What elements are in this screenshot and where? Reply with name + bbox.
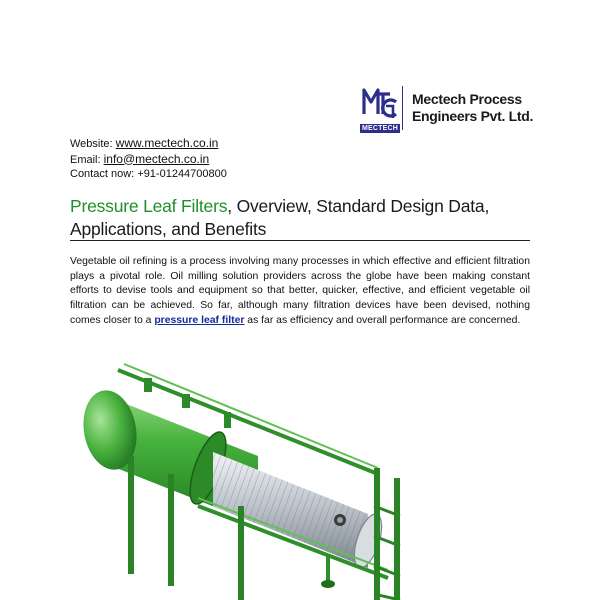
- contact-info: [70, 136, 227, 182]
- paragraph-text-before-link: Vegetable oil refining is a process involving many processes in which effective and efficient filtration plays a pivotal role. Oil milling solution providers across the globe have been making constant efforts to devise tools and equipment so that better, quicker, effective, and efficient vegetable oil filtration can be achieved. So far, although many filtration devices have been devised, nothing comes closer to a: [70, 256, 530, 326]
- title-underline: [70, 240, 530, 241]
- website-label: Website:: [70, 138, 113, 150]
- paragraph-text-after-link: as far as efficiency and overall performance are concerned.: [244, 314, 521, 326]
- pressure-leaf-filter-link[interactable]: pressure leaf filter: [154, 314, 245, 326]
- phone-label: Contact now:: [70, 168, 135, 180]
- company-name-line2: Engineers Pvt. Ltd.: [412, 108, 534, 124]
- phone-number: +91-01244700800: [137, 168, 227, 180]
- intro-paragraph: [70, 255, 530, 329]
- company-logo: [360, 84, 560, 134]
- company-name-line1: Mectech Process: [412, 91, 522, 107]
- company-name: [412, 91, 562, 125]
- phone-row: [70, 167, 227, 182]
- email-label: Email:: [70, 153, 101, 166]
- logo-divider: [402, 86, 403, 130]
- title-rest: , Overview, Standard Design Data, Applications, and Benefits: [70, 196, 490, 239]
- website-row: [70, 136, 227, 152]
- page-title: [70, 195, 530, 241]
- title-highlight: Pressure Leaf Filters: [70, 196, 228, 216]
- website-link[interactable]: www.mectech.co.in: [115, 136, 219, 150]
- email-row: [70, 152, 227, 168]
- logo-mark-text: MECTECH: [361, 124, 398, 132]
- email-link[interactable]: info@mectech.co.in: [103, 151, 210, 166]
- pressure-leaf-filter-illustration: [78, 356, 418, 600]
